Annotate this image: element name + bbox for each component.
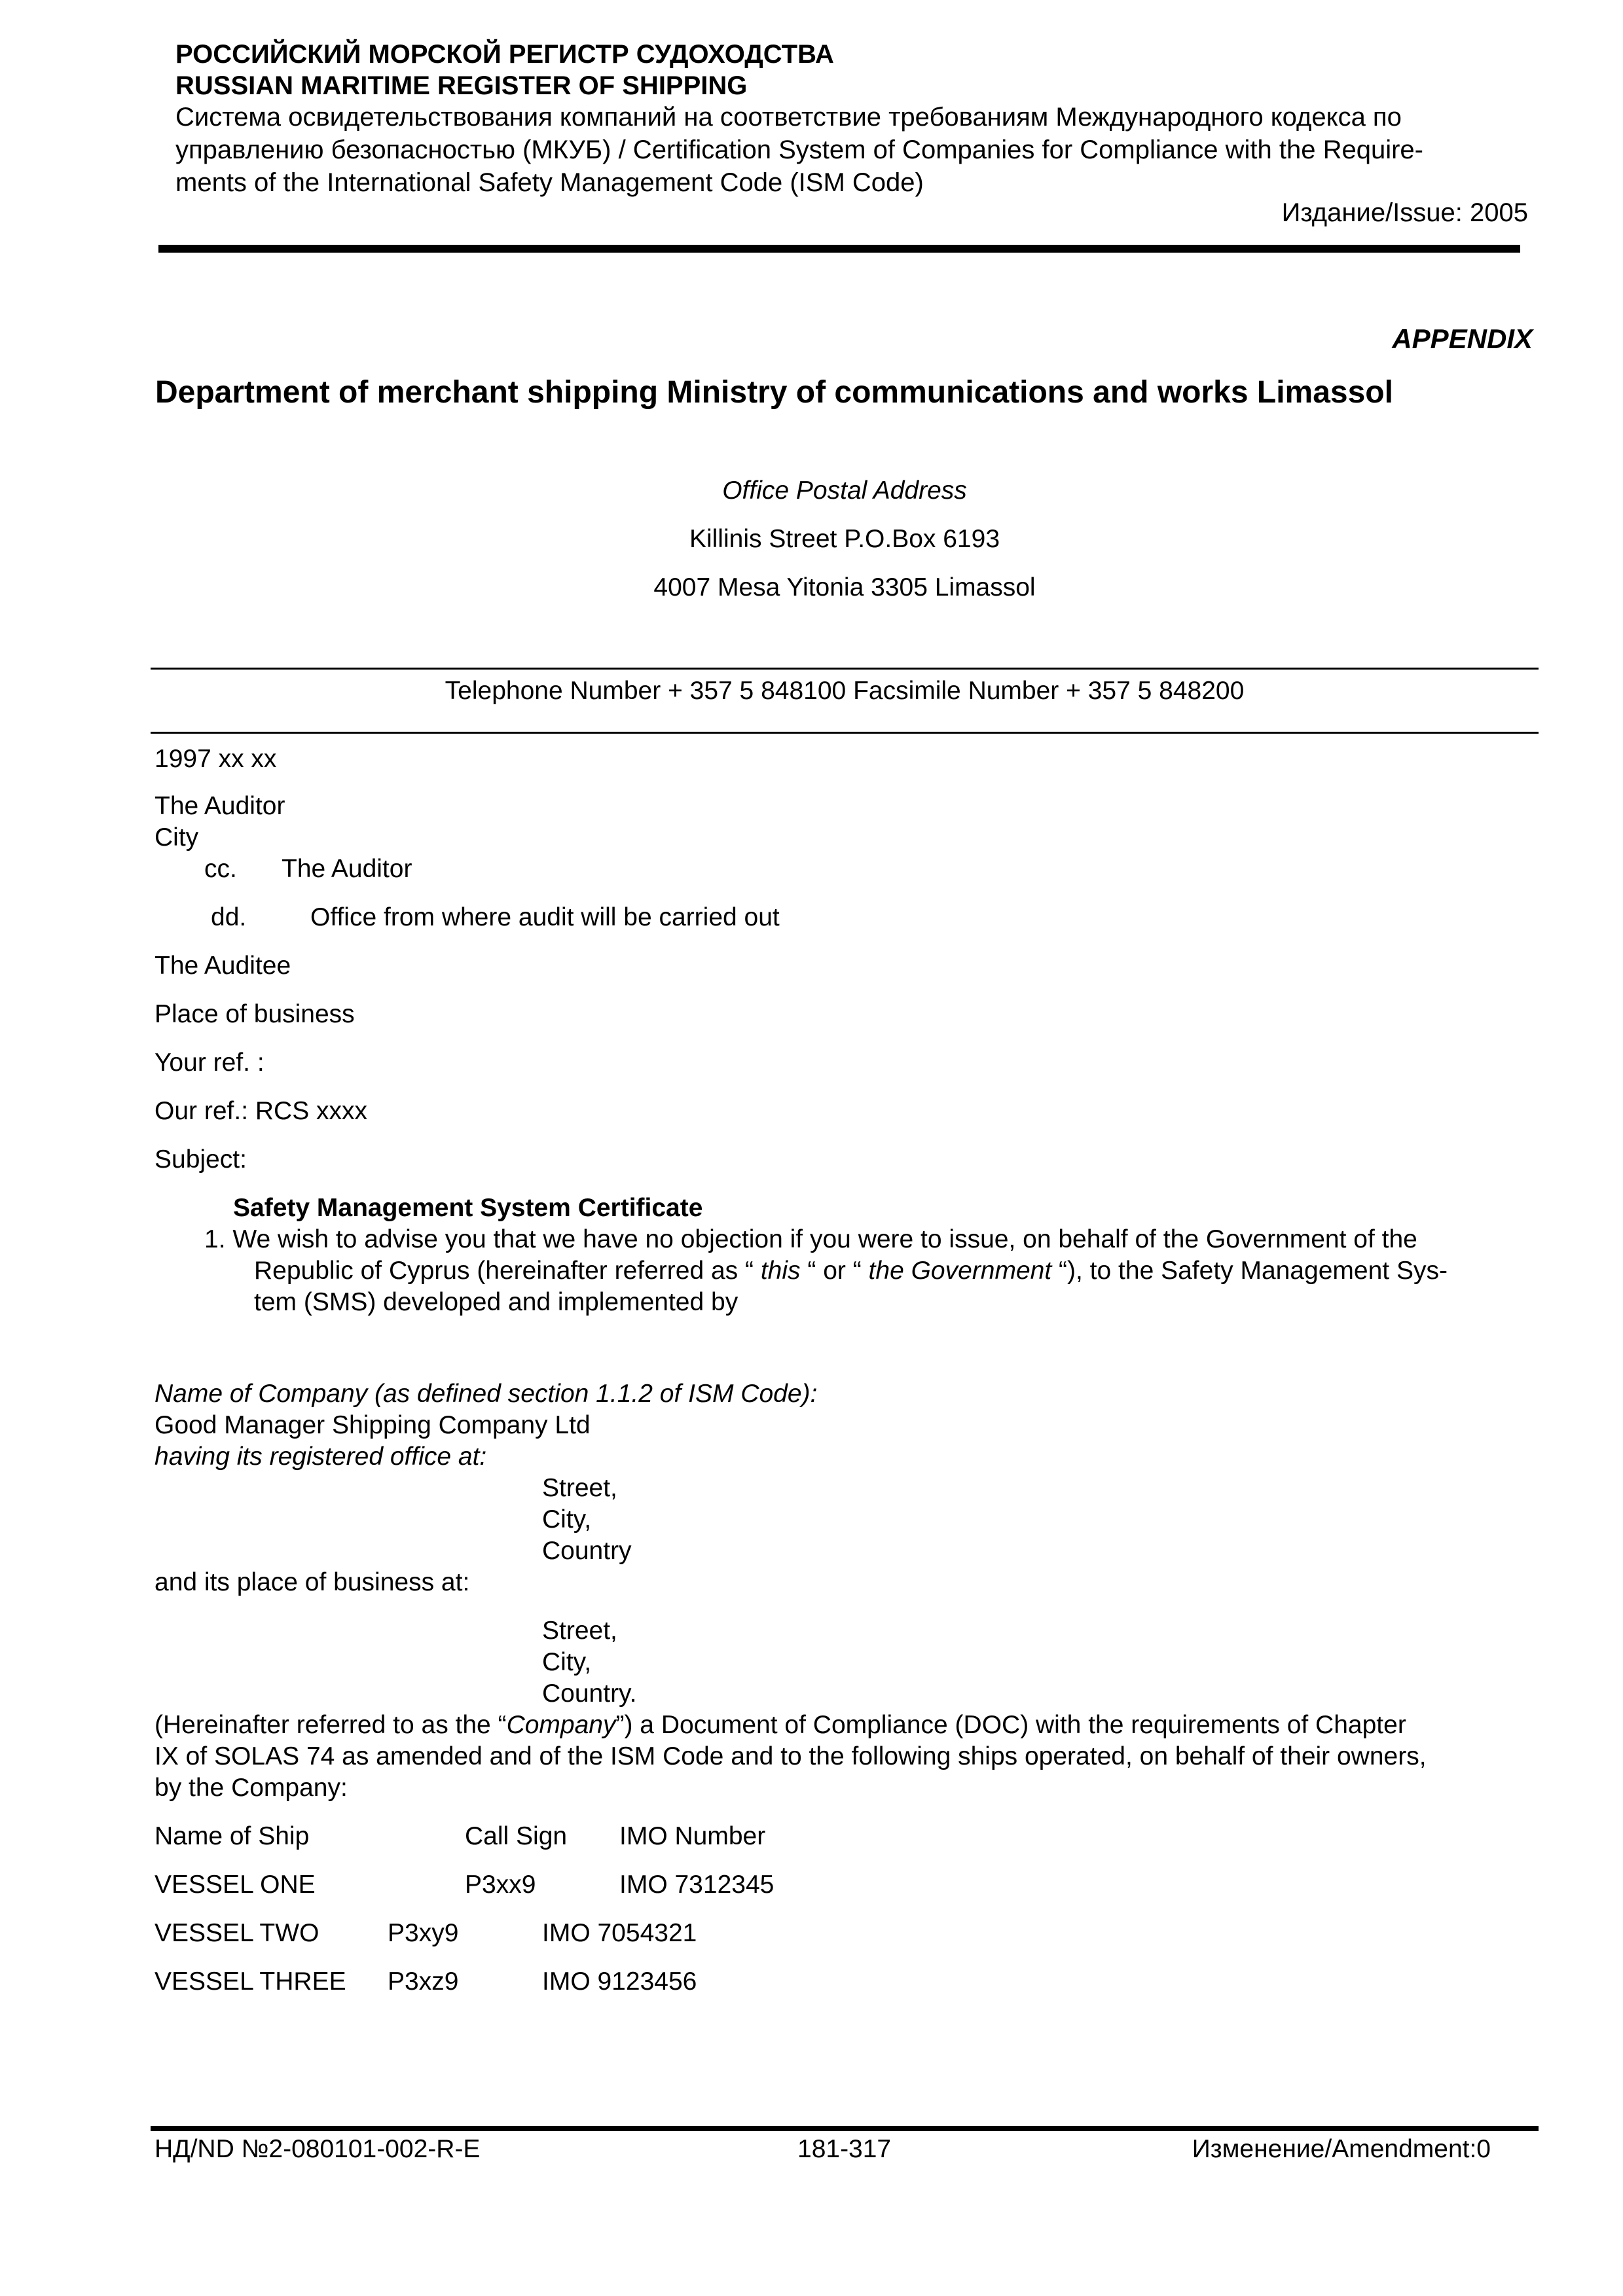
header-line-4: управлению безопасностью (МКУБ) / Certification System of Companies for Compliance with the Require- (175, 135, 1423, 164)
header-line-2: RUSSIAN MARITIME REGISTER OF SHIPPING (175, 71, 748, 100)
your-ref: Your ref. : (155, 1049, 264, 1077)
our-ref: Our ref.: RCS xxxx (155, 1097, 368, 1125)
address-line-2: 4007 Mesa Yitonia 3305 Limassol (653, 573, 1036, 601)
ship-row-1-call-sign: P3xx9 (465, 1871, 536, 1899)
cc-label: cc. (204, 855, 237, 883)
footer-page-number: 181-317 (797, 2135, 892, 2163)
dd-label: dd. (211, 903, 247, 931)
paragraph-2-line-3: by the Company: (155, 1774, 348, 1802)
footer-amendment: Изменение/Amendment:0 (1192, 2135, 1491, 2163)
ships-header-imo: IMO Number (619, 1822, 766, 1850)
place-of-business: Place of business (155, 1000, 355, 1028)
ship-row-3-name: VESSEL THREE (155, 1967, 346, 1996)
letter-date: 1997 xx xx (155, 745, 277, 773)
business-city: City, (542, 1648, 592, 1676)
registered-street: Street, (542, 1474, 617, 1502)
footer-rule (151, 2126, 1539, 2131)
registered-office-label: having its registered office at: (155, 1443, 487, 1471)
dd-value: Office from where audit will be carried out (310, 903, 780, 931)
phone-bottom-rule (151, 732, 1539, 734)
ships-header-name: Name of Ship (155, 1822, 310, 1850)
ship-row-3-call-sign: P3xz9 (388, 1967, 459, 1996)
phone-line: Telephone Number + 357 5 848100 Facsimile Number + 357 5 848200 (445, 677, 1245, 705)
ships-header-call-sign: Call Sign (465, 1822, 568, 1850)
paragraph-1-line-3: tem (SMS) developed and implemented by (254, 1288, 739, 1316)
subject-label: Subject: (155, 1145, 247, 1174)
company-name: Good Manager Shipping Company Ltd (155, 1411, 591, 1439)
issue-label: Издание/Issue: 2005 (1281, 198, 1528, 227)
ship-row-2-imo: IMO 7054321 (542, 1919, 697, 1947)
paragraph-1-line-2: Republic of Cyprus (hereinafter referred as “ this “ or “ the Government “), to the Safety Management Sys- (254, 1257, 1448, 1285)
ship-row-3-imo: IMO 9123456 (542, 1967, 697, 1996)
cc-value: The Auditor (282, 855, 412, 883)
auditee-line: The Auditee (155, 952, 291, 980)
registered-city: City, (542, 1505, 592, 1534)
recipient-line-2: City (155, 823, 199, 852)
header-line-3: Система освидетельствования компаний на соответствие требованиям Международного кодекса по (175, 103, 1402, 132)
company-name-label: Name of Company (as defined section 1.1.2 of ISM Code): (155, 1380, 818, 1408)
paragraph-2-line-1: (Hereinafter referred to as the “Company”) a Document of Compliance (DOC) with the requirements of Chapter (155, 1711, 1406, 1739)
paragraph-2-line-2: IX of SOLAS 74 as amended and of the ISM Code and to the following ships operated, on behalf of their owners, (155, 1742, 1427, 1770)
phone-top-rule (151, 668, 1539, 670)
registered-country: Country (542, 1537, 632, 1565)
paragraph-1-line-1: 1. We wish to advise you that we have no objection if you were to issue, on behalf of the Government of the (204, 1225, 1417, 1253)
business-street: Street, (542, 1617, 617, 1645)
department-title: Department of merchant shipping Ministry of communications and works Limassol (155, 375, 1393, 410)
ship-row-1-imo: IMO 7312345 (619, 1871, 775, 1899)
ship-row-2-name: VESSEL TWO (155, 1919, 319, 1947)
header-line-5: ments of the International Safety Management Code (ISM Code) (175, 168, 924, 197)
header-rule (158, 245, 1520, 253)
header-line-1: РОССИЙСКИЙ МОРСКОЙ РЕГИСТР СУДОХОДСТВА (175, 40, 834, 69)
ship-row-2-call-sign: P3xy9 (388, 1919, 459, 1947)
footer-doc-number: НД/ND №2-080101-002-R-E (155, 2135, 481, 2163)
appendix-label: APPENDIX (1392, 323, 1533, 354)
place-of-business-label: and its place of business at: (155, 1568, 470, 1596)
subject-title: Safety Management System Certificate (233, 1194, 703, 1222)
ship-row-1-name: VESSEL ONE (155, 1871, 316, 1899)
recipient-line-1: The Auditor (155, 792, 285, 820)
address-line-1: Killinis Street P.O.Box 6193 (689, 525, 1000, 553)
business-country: Country. (542, 1679, 637, 1708)
address-label: Office Postal Address (722, 476, 967, 505)
